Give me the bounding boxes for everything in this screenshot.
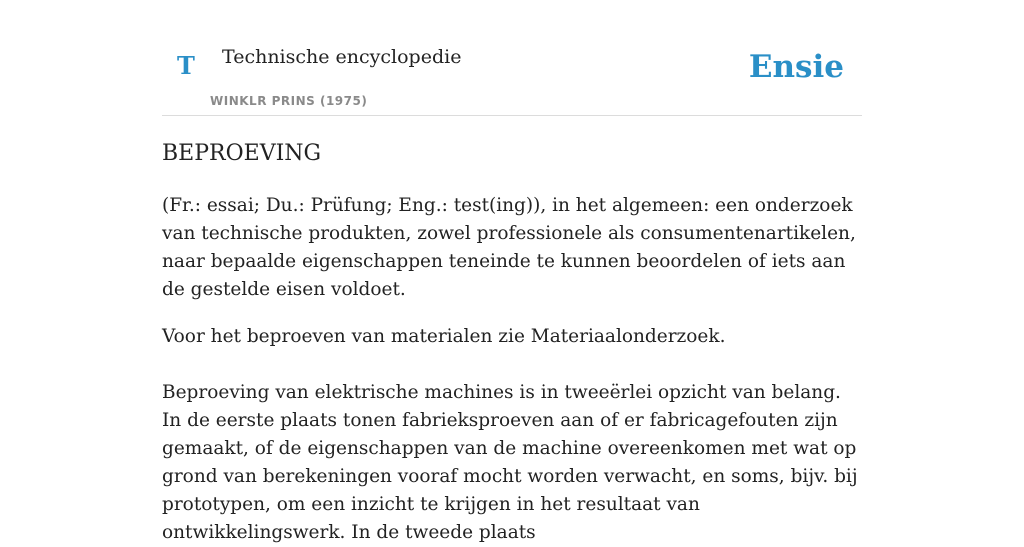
header: [162, 0, 862, 116]
source-title-link[interactable]: Technische encyclopedie: [222, 46, 462, 68]
source-logo-icon[interactable]: T: [177, 51, 195, 80]
entry-title: BEPROEVING: [162, 141, 322, 166]
source-subtitle: WINKLR PRINS (1975): [210, 94, 368, 108]
entry-paragraph: Beproeving van elektrische machines is in tweeërlei opzicht van belang. In de eerste plaats tonen fabrieksproeven aan of er fabricagefouten zijn gemaakt, of de eigenschappen van de machine overeenkomen met wat op grond van berekeningen vooraf mocht worden verwacht, en soms, bijv. bij prototypen, om een inzicht te krijgen in het resultaat van ontwikkelingswerk. In de tweede plaats: [162, 382, 858, 543]
ensie-logo[interactable]: Ensie: [748, 49, 844, 85]
entry-paragraph: (Fr.: essai; Du.: Prüfung; Eng.: test(ing)), in het algemeen: een onderzoek van technische produkten, zowel professionele als consumentenartikelen, naar bepaalde eigenschappen teneinde te kunnen beoordelen of iets aan de gestelde eisen voldoet.: [162, 195, 856, 300]
page: [162, 0, 862, 543]
entry-paragraph: Voor het beproeven van materialen zie Materiaalonderzoek.: [162, 326, 726, 347]
entry-body: [162, 192, 862, 547]
